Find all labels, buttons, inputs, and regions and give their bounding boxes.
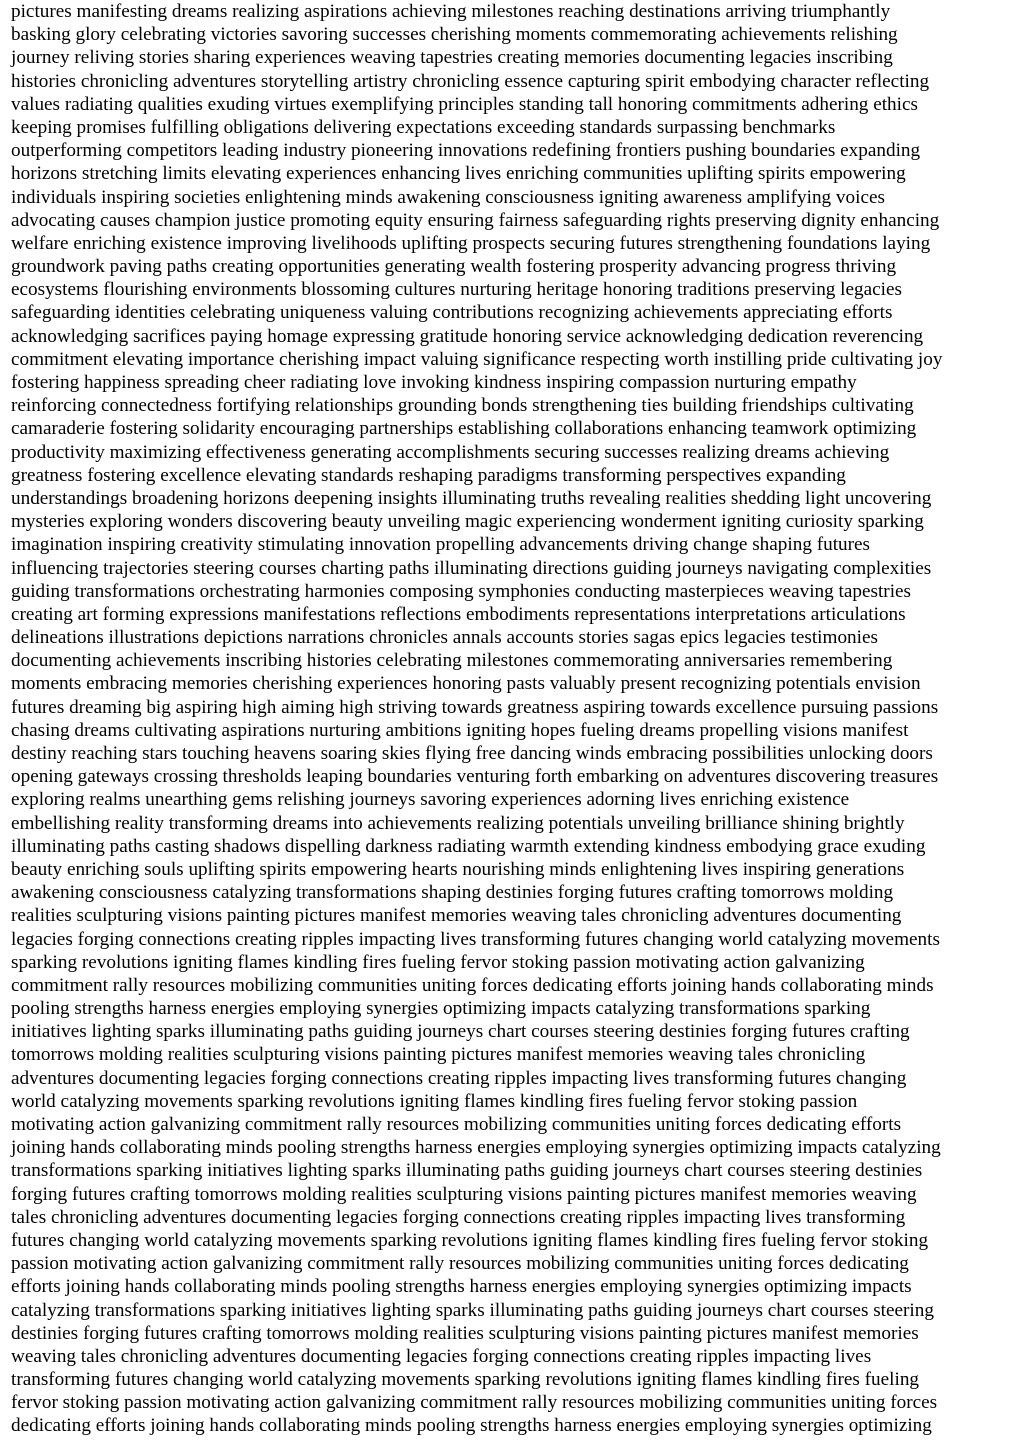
text-line: outperforming competitors leading industry pioneering innovations redefining frontiers pushing boundaries expanding xyxy=(11,140,921,162)
text-line: pictures manifesting dreams realizing aspirations achieving milestones reaching destinations arriving triumphantly xyxy=(11,1,891,22)
text-line: values radiating qualities exuding virtues exemplifying principles standing tall honoring commitments adhering ethics xyxy=(11,93,918,115)
text-line: commitment rally resources mobilizing communities uniting forces dedicating efforts joining hands collaborating minds xyxy=(11,974,934,996)
text-line: adventures documenting legacies forging connections creating ripples impacting lives transforming futures changing xyxy=(11,1067,907,1089)
text-line: reinforcing connectedness fortifying relationships grounding bonds strengthening ties building friendships cultivating xyxy=(11,395,914,417)
text-line: keeping promises fulfilling obligations delivering expectations exceeding standards surpassing benchmarks xyxy=(11,116,836,138)
text-line: basking glory celebrating victories savoring successes cherishing moments commemorating achievements relishing xyxy=(11,24,898,46)
text-line: journey reliving stories sharing experiences weaving tapestries creating memories documenting legacies inscribing xyxy=(11,47,893,69)
text-line: destinies forging futures crafting tomorrows molding realities sculpturing visions painting pictures manifest memories xyxy=(11,1322,919,1344)
text-line: beauty enriching souls uplifting spirits empowering hearts nourishing minds enlightening lives inspiring generations xyxy=(11,858,905,880)
text-line: groundwork paving paths creating opportunities generating wealth fostering prosperity advancing progress thriving xyxy=(11,256,897,278)
text-line: histories chronicling adventures storytelling artistry chronicling essence capturing spirit embodying character reflecting xyxy=(11,70,930,92)
text-line: realities sculpturing visions painting pictures manifest memories weaving tales chronicling adventures documenting xyxy=(11,905,902,927)
text-line: tomorrows molding realities sculpturing visions painting pictures manifest memories weaving tales chronicling xyxy=(11,1044,866,1066)
text-line: commitment elevating importance cherishing impact valuing significance respecting worth instilling pride cultivating joy xyxy=(11,348,943,370)
text-line: forging futures crafting tomorrows molding realities sculpturing visions painting pictures manifest memories weaving xyxy=(11,1183,917,1205)
text-line: catalyzing transformations sparking initiatives lighting sparks illuminating paths guiding journeys chart courses steering xyxy=(11,1299,934,1321)
text-line: chasing dreams cultivating aspirations nurturing ambitions igniting hopes fueling dreams propelling visions manifest xyxy=(11,719,909,741)
text-line: sparking revolutions igniting flames kindling fires fueling fervor stoking passion motivating action galvanizing xyxy=(11,951,865,973)
text-line: illuminating paths casting shadows dispelling darkness radiating warmth extending kindness embodying grace exuding xyxy=(11,835,926,857)
text-line: transforming futures changing world catalyzing movements sparking revolutions igniting flames kindling fires fueling xyxy=(11,1369,920,1391)
text-line: greatness fostering excellence elevating standards reshaping paradigms transforming perspectives expanding xyxy=(11,464,846,486)
text-line: initiatives lighting sparks illuminating paths guiding journeys chart courses steering destinies forging futures crafting xyxy=(11,1021,910,1043)
text-line: productivity maximizing effectiveness generating accomplishments securing successes realizing dreams achieving xyxy=(11,441,890,463)
text-line: destiny reaching stars touching heavens soaring skies flying free dancing winds embracing possibilities unlocking doors xyxy=(11,743,933,764)
text-line: influencing trajectories steering courses charting paths illuminating directions guiding journeys navigating complexities xyxy=(11,557,932,579)
text-line: transformations sparking initiatives lighting sparks illuminating paths guiding journeys chart courses steering destinies xyxy=(11,1160,923,1182)
text-line: embellishing reality transforming dreams into achievements realizing potentials unveiling brilliance shining brightly xyxy=(11,812,905,834)
text-line: exploring realms unearthing gems relishing journeys savoring experiences adorning lives enriching existence xyxy=(11,789,850,811)
text-line: creating art forming expressions manifestations reflections embodiments representations interpretations articulations xyxy=(11,603,906,625)
text-line: moments embracing memories cherishing experiences honoring pasts valuably present recognizing potentials envision xyxy=(11,673,921,695)
text-line: fervor stoking passion motivating action galvanizing commitment rally resources mobilizing communities uniting forces xyxy=(11,1392,938,1414)
text-line: ecosystems flourishing environments blossoming cultures nurturing heritage honoring traditions preserving legacies xyxy=(11,279,902,301)
text-line: dedicating efforts joining hands collaborating minds pooling strengths harness energies employing synergies optimizing xyxy=(11,1415,932,1437)
text-line: joining hands collaborating minds pooling strengths harness energies employing synergies optimizing impacts catalyzing xyxy=(11,1137,941,1159)
text-line: futures dreaming big aspiring high aiming high striving towards greatness aspiring towards excellence pursuing passions xyxy=(11,696,939,718)
text-line: weaving tales chronicling adventures documenting legacies forging connections creating ripples impacting lives xyxy=(11,1345,872,1367)
text-line: tales chronicling adventures documenting legacies forging connections creating ripples impacting lives transforming xyxy=(11,1206,906,1228)
text-line: individuals inspiring societies enlightening minds awakening consciousness igniting awareness amplifying voices xyxy=(11,186,885,208)
text-line: safeguarding identities celebrating uniqueness valuing contributions recognizing achievements appreciating efforts xyxy=(11,302,893,324)
text-line: pooling strengths harness energies employing synergies optimizing impacts catalyzing transformations sparking xyxy=(11,998,871,1020)
text-line: efforts joining hands collaborating minds pooling strengths harness energies employing synergies optimizing impacts xyxy=(11,1276,912,1298)
text-line: world catalyzing movements sparking revolutions igniting flames kindling fires fueling fervor stoking passion xyxy=(11,1090,858,1112)
text-line: legacies forging connections creating ripples impacting lives transforming futures changing world catalyzing movements xyxy=(11,928,940,950)
text-line: mysteries exploring wonders discovering beauty unveiling magic experiencing wonderment igniting curiosity sparking xyxy=(11,511,924,533)
text-line: guiding transformations orchestrating harmonies composing symphonies conducting masterpieces weaving tapestries xyxy=(11,580,912,602)
text-line: opening gateways crossing thresholds leaping boundaries venturing forth embarking on adventures discovering treasures xyxy=(11,766,939,788)
text-line: motivating action galvanizing commitment rally resources mobilizing communities uniting forces dedicating efforts xyxy=(11,1114,902,1135)
text-line: delineations illustrations depictions narrations chronicles annals accounts stories sagas epics legacies testimonies xyxy=(11,627,878,649)
text-line: passion motivating action galvanizing commitment rally resources mobilizing communities uniting forces dedicating xyxy=(11,1253,909,1275)
text-line: documenting achievements inscribing histories celebrating milestones commemorating anniversaries remembering xyxy=(11,650,893,672)
text-line: fostering happiness spreading cheer radiating love invoking kindness inspiring compassion nurturing empathy xyxy=(11,372,857,393)
text-line: futures changing world catalyzing movements sparking revolutions igniting flames kindling fires fueling fervor stoking xyxy=(11,1229,929,1251)
text-line: horizons stretching limits elevating experiences enhancing lives enriching communities uplifting spirits empowering xyxy=(11,163,906,185)
text-line: awakening consciousness catalyzing transformations shaping destinies forging futures crafting tomorrows molding xyxy=(11,882,894,904)
body-text xyxy=(11,0,1017,1438)
text-line: camaraderie fostering solidarity encouraging partnerships establishing collaborations enhancing teamwork optimizing xyxy=(11,418,917,440)
text-line: welfare enriching existence improving livelihoods uplifting prospects securing futures strengthening foundations laying xyxy=(11,232,931,254)
text-line: imagination inspiring creativity stimulating innovation propelling advancements driving change shaping futures xyxy=(11,534,870,556)
text-line: advocating causes champion justice promoting equity ensuring fairness safeguarding rights preserving dignity enhancing xyxy=(11,209,940,231)
text-line: acknowledging sacrifices paying homage expressing gratitude honoring service acknowledging dedication reverencing xyxy=(11,325,924,347)
text-line: understandings broadening horizons deepening insights illuminating truths revealing realities shedding light uncovering xyxy=(11,487,932,509)
